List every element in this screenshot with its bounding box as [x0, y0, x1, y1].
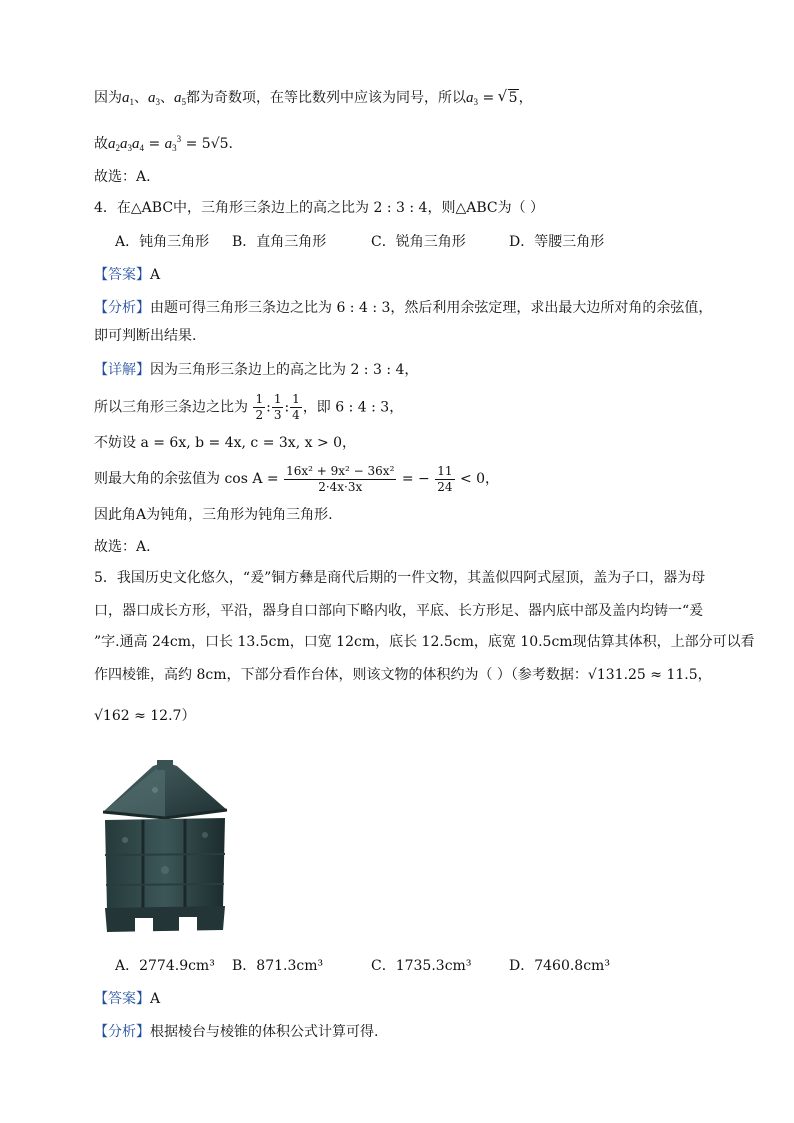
q4-options [115, 232, 604, 252]
result-fraction: $\frac{11}{24}$ [437, 463, 453, 494]
answer-tag: 【答案】 [94, 267, 150, 283]
fraction-quarter: $\frac{1}{4}$ [292, 392, 300, 422]
line-sign-statement: 因为$a_1$、$a_3$、$a_5$都为奇数项，在等比数列中应该为同号，所以$a_3$ = √ 5， [94, 88, 533, 112]
detail-tag: 【详解】 [94, 362, 150, 378]
q5-option-d: D．7460.8cm³ [509, 958, 610, 974]
q5-options [115, 956, 610, 976]
line-choose-a: 故选：A. [94, 169, 151, 185]
question-5-line-1: 5．我国历史文化悠久，“爰”铜方彝是商代后期的一件文物，其盖似四阿式屋顶，盖为子口，器为母 [94, 570, 706, 586]
cosine-fraction: $\frac{\text{16x² + 9x² − 36x²}}{2\cdot 4x\cdot 3x}$ [286, 463, 395, 494]
q4-detail-5: 因此角A为钝角，三角形为钝角三角形. [94, 507, 333, 523]
q4-analysis-cont: 即可判断出结果. [94, 328, 197, 344]
q5-option-b: B．871.3cm³ [232, 958, 324, 974]
analysis-tag-2: 【分析】 [94, 1024, 150, 1040]
q4-option-a: A．钝角三角形 [115, 234, 210, 250]
question-5-line-3: ”字.通高 24cm，口长 13.5cm，口宽 12cm，底长 12.5cm，底宽 10.5cm现估算其体积，上部分可以看 [94, 634, 755, 650]
question-5-line-2: 口，器口成长方形，平沿，器身自口部向下略内收，平底、长方形足、器内底中部及盖内均铸一“爰 [94, 603, 704, 619]
q4-analysis: 【分析】由题可得三角形三条边之比为 6 : 4 : 3，然后利用余弦定理，求出最大边所对角的余弦值， [94, 300, 713, 316]
line-product-result: 故$a_2a_3a_4 = a_3^3 = 5√5$. [94, 134, 233, 153]
q5-option-a: A．2774.9cm³ [115, 958, 215, 974]
q4-option-c: C．锐角三角形 [371, 234, 466, 250]
bronze-vessel-image [95, 760, 235, 935]
q4-option-b: B．直角三角形 [232, 234, 327, 250]
q5-analysis: 【分析】根据棱台与棱锥的体积公式计算可得. [94, 1024, 379, 1040]
q5-answer: 【答案】A [94, 991, 161, 1007]
q4-detail-6: 故选：A. [94, 539, 151, 555]
q4-detail-2: 所以三角形三条边之比为 $\frac{1}{2}$ : $\frac{1}{3}$ : $\frac{1}{4}$ ，即 6 : 4 : 3， [94, 392, 404, 422]
fraction-third: $\frac{1}{3}$ [273, 392, 282, 422]
question-5-line-4: 作四棱锥，高约 8cm，下部分看作台体，则该文物的体积约为（ ）（参考数据：√131.25 ≈ 11.5， [94, 667, 712, 683]
q5-option-c: C．1735.3cm³ [371, 958, 472, 974]
q4-answer: 【答案】A [94, 267, 161, 283]
q4-option-d: D．等腰三角形 [509, 234, 605, 250]
fraction-half: $\frac{1}{2}$ [255, 392, 264, 422]
question-4: 4．在△ABC中，三角形三条边上的高之比为 2 : 3 : 4，则△ABC为（ ） [94, 200, 545, 216]
answer-tag-2: 【答案】 [94, 991, 150, 1007]
q4-detail-4: 则最大角的余弦值为 cos A = $\frac{\text{16x² + 9x² − 36x²}}{2\cdot 4x\cdot 3x}$ = − $\frac{11}{24}$ < 0， [94, 463, 500, 494]
question-5-line-5: √162 ≈ 12.7） [94, 708, 196, 724]
q4-detail-3: 不妨设 a = 6x, b = 4x, c = 3x, x > 0， [94, 435, 357, 451]
analysis-tag: 【分析】 [94, 300, 150, 316]
q4-detail-1: 【详解】因为三角形三条边上的高之比为 2 : 3 : 4， [94, 362, 419, 378]
